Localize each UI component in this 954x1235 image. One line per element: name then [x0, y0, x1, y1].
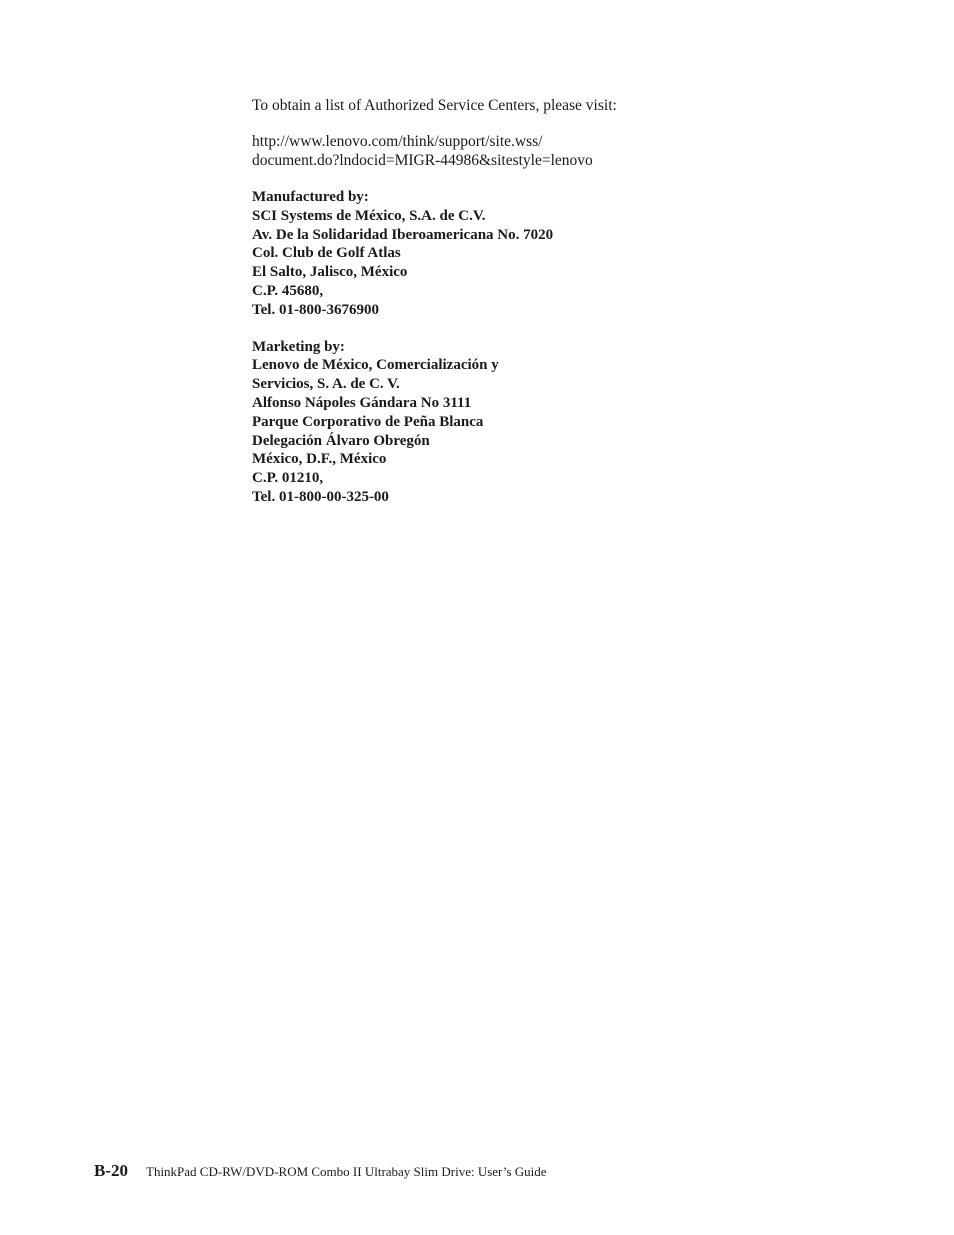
marketing-line: Delegación Álvaro Obregón	[252, 432, 430, 449]
page-number: B-20	[94, 1161, 128, 1180]
url-line-2[interactable]: document.do?lndocid=MIGR-44986&sitestyle=lenovo	[252, 152, 593, 169]
marketing-line: Tel. 01-800-00-325-00	[252, 488, 389, 505]
manufacturer-line: El Salto, Jalisco, México	[252, 264, 408, 281]
marketing-line: Parque Corporativo de Peña Blanca	[252, 413, 484, 430]
marketing-line: Servicios, S. A. de C. V.	[252, 376, 400, 393]
marketing-line: Alfonso Nápoles Gándara No 3111	[252, 394, 472, 411]
manufacturer-line: SCI Systems de México, S.A. de C.V.	[252, 207, 486, 224]
manufacturer-line: Av. De la Solidaridad Iberoamericana No. 7020	[252, 226, 554, 243]
marketing-line: C.P. 01210,	[252, 470, 324, 487]
page-content	[252, 96, 892, 507]
manufacturer-heading: Manufactured by:	[252, 189, 369, 205]
intro-text: To obtain a list of Authorized Service Centers, please visit:	[252, 97, 617, 114]
manufacturer-line: Col. Club de Golf Atlas	[252, 245, 401, 262]
manufacturer-line: C.P. 45680,	[252, 282, 324, 299]
marketing-block	[252, 338, 892, 507]
book-title: ThinkPad CD-RW/DVD-ROM Combo II Ultrabay Slim Drive: User’s Guide	[146, 1164, 547, 1179]
marketing-line: Lenovo de México, Comercialización y	[252, 357, 499, 374]
service-centers-url[interactable]	[252, 132, 892, 170]
marketing-heading: Marketing by:	[252, 338, 345, 355]
marketing-line: México, D.F., México	[252, 451, 387, 468]
manufacturer-line: Tel. 01-800-3676900	[252, 301, 379, 318]
url-line-1[interactable]: http://www.lenovo.com/think/support/site.wss/	[252, 133, 543, 150]
page-footer	[94, 1161, 547, 1181]
manufacturer-block	[252, 188, 892, 320]
